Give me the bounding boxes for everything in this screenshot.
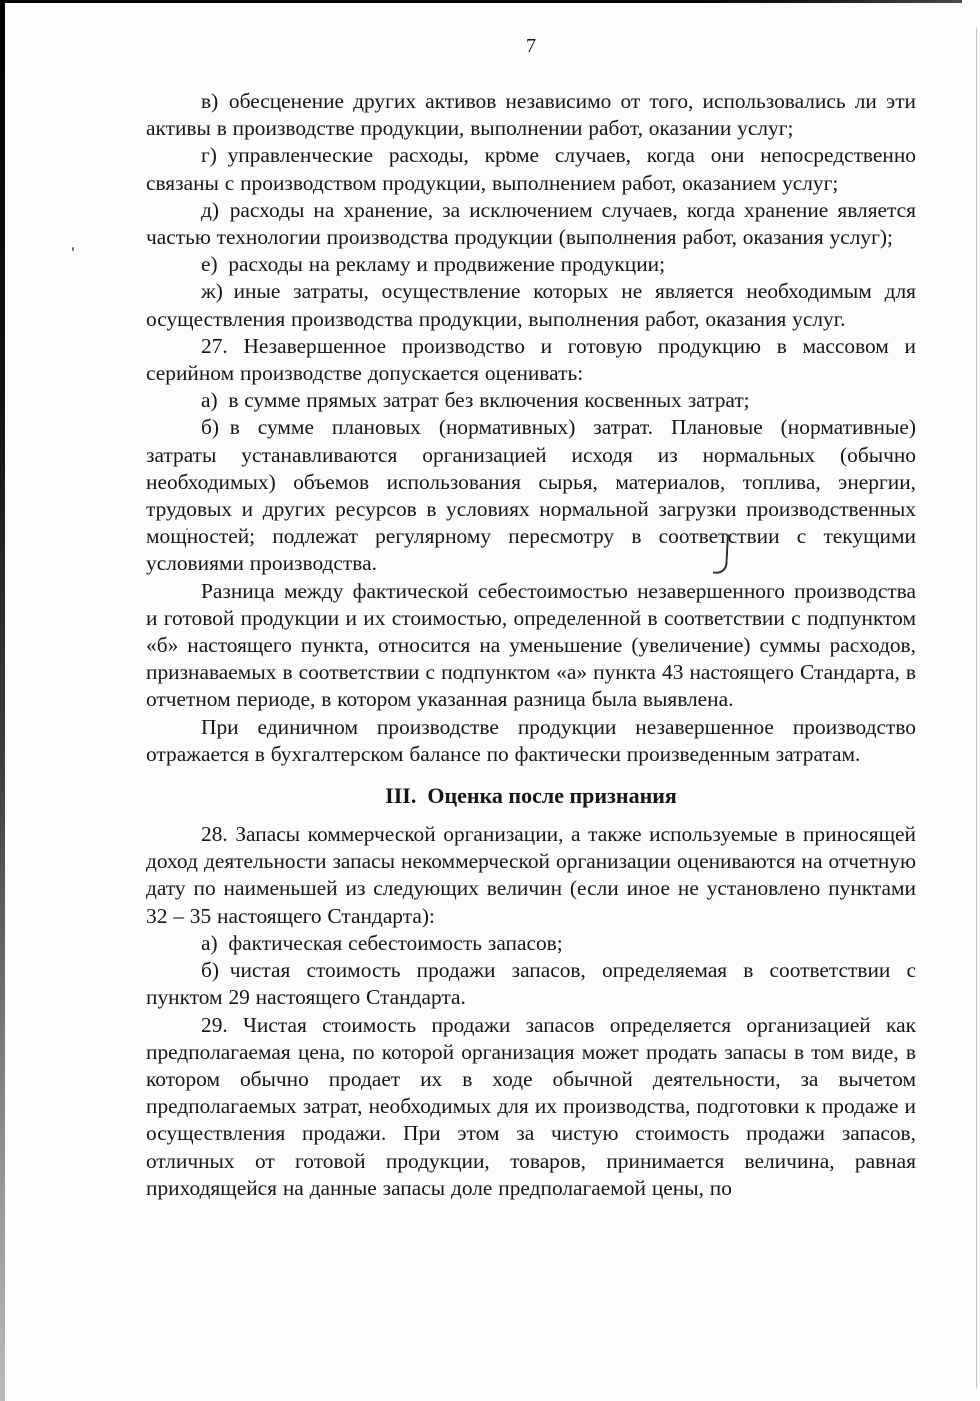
paragraph-subpoint-e: е) расходы на рекламу и продвижение продукции;: [201, 252, 666, 277]
section-heading: III. Оценка после признания: [385, 783, 677, 809]
page-number: 7: [526, 35, 536, 57]
paragraph-item-27: 27. Незавершенное производство и готовую продукцию в массовом и серийном производстве допускается оценивать:: [146, 333, 916, 386]
scan-left-edge-artifact: [0, 0, 5, 1401]
scan-speck: [72, 247, 74, 251]
paragraph-item-28-b: б) чистая стоимость продажи запасов, определяемая в соответствии с пунктом 29 настоящего Стандарта.: [146, 958, 916, 1010]
paragraph-item-28: 28. Запасы коммерческой организации, а также используемые в приносящей доход деятельности запасы некоммерческой организации оцениваются на отчетную дату по наименьшей из следующих величин (если иное не установлено пунктами 32 – 35 настоящего Стандарта):: [146, 822, 916, 928]
page-content: [146, 34, 916, 1202]
scan-right-edge-artifact: [976, 28, 977, 1388]
paragraph-difference: Разница между фактической себестоимостью незавершенного производства и готовой продукции и их стоимостью, определенной в соответствии с подпунктом «б» настоящего пункта, относится на уменьшение (увеличение) суммы расходов, признаваемых в соответствии с подпунктом «а» пункта 43 настоящего Стандарта, в отчетном периоде, в котором указанная разница была выявлена.: [146, 578, 916, 712]
paragraph-single-production: При единичном производстве продукции незавершенное производство отражается в бухгалтерском балансе по фактически произведенным затратам.: [146, 714, 916, 766]
paragraph-subpoint-zh: ж) иные затраты, осуществление которых не является необходимым для осуществления производства продукции, выполнения работ, оказания услуг.: [146, 279, 916, 331]
paragraph-item-28-a: а) фактическая себестоимость запасов;: [201, 930, 563, 955]
paragraph-subpoint-d: д) расходы на хранение, за исключением случаев, когда хранение является частью технологии производства продукции (выполнения работ, оказания услуг);: [146, 197, 916, 250]
paragraph-item-27-a: а) в сумме прямых затрат без включения косвенных затрат;: [201, 388, 750, 413]
paragraph-item-27-b: б) в сумме плановых (нормативных) затрат. Плановые (нормативные) затраты устанавливаются организацией исходя из нормальных (обычно необходимых) объемов использования сырья, материалов, топлива, энергии, трудовых и других ресурсов в условиях нормальной загрузки производственных мощностей; подлежат регулярному пересмотру в соответствии с текущими условиями производства.: [146, 415, 916, 576]
paragraph-subpoint-v: в) обесценение других активов независимо от того, использовались ли эти активы в производстве продукции, выполнении работ, оказании услуг;: [146, 89, 916, 141]
paragraph-subpoint-g: г) управленческие расходы, кроме случаев, когда они непосредственно связаны с производством продукции, выполнением работ, оказанием услуг;: [146, 143, 916, 195]
scan-top-edge-artifact: [0, 0, 962, 3]
paragraph-item-29: 29. Чистая стоимость продажи запасов определяется организацией как предполагаемая цена, по которой организация может продать запасы в том виде, в котором обычно продает их в ходе обычной деятельности, за вычетом предполагаемых затрат, необходимых для их производства, подготовки к продаже и осуществления продажи. При этом за чистую стоимость продажи запасов, отличных от готовой продукции, товаров, принимается величина, равная приходящейся на данные запасы доле предполагаемой цены, по: [146, 1012, 916, 1200]
